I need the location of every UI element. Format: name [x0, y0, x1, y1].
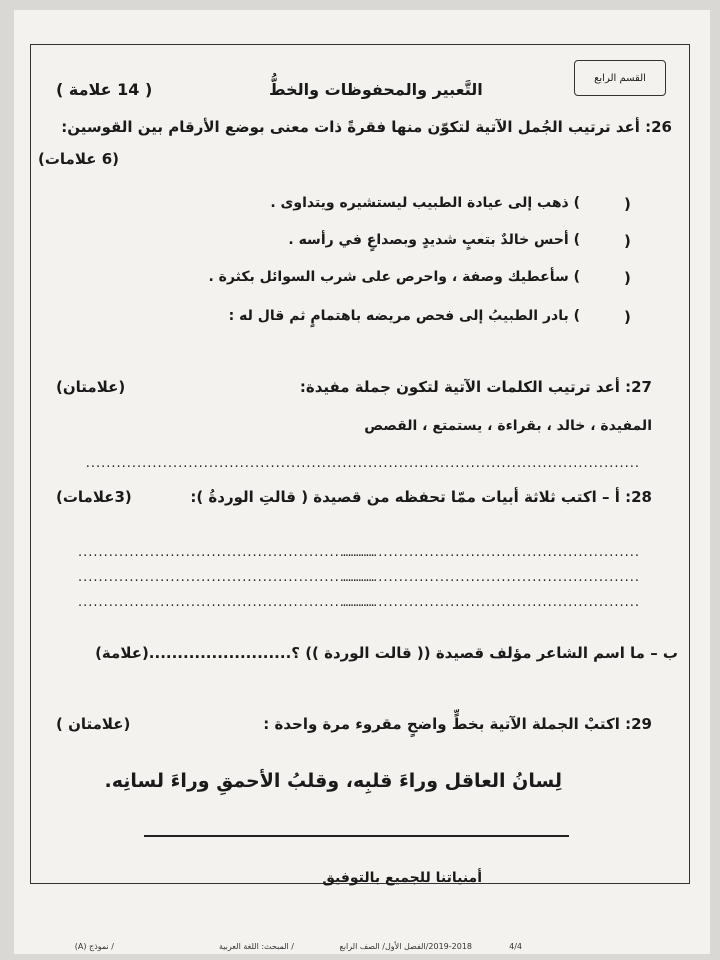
closing-wish: أمنياتنا للجميع بالتوفيق: [322, 870, 482, 886]
q27-prompt: أعد ترتيب الكلمات الآتية لتكون جملة مفيدة:: [299, 378, 620, 396]
q28-verse-1-left[interactable]: ..........................................................: [78, 545, 376, 560]
q26-prompt: أعد ترتيب الجُمل الآتية لتكوّن منها فقرةً ذات معنى بوضع الأرقام بين القوسين:: [61, 118, 640, 136]
q26-prompt-line: [61, 118, 672, 136]
q26-marks: (6 علامات): [38, 150, 120, 168]
q28-prompt-line: [190, 488, 652, 506]
q29-answer-line[interactable]: [144, 835, 569, 837]
q28-verse-3-right[interactable]: ..........................................................: [342, 595, 640, 610]
q28-marks: (3علامات): [56, 488, 132, 506]
q29-sentence: لِسانُ العاقل وراءَ قلبِه، وقلبُ الأحمقِ وراءَ لسانِه.: [104, 770, 562, 792]
q29-prompt-line: [263, 715, 652, 733]
q28-verse-2-left[interactable]: ..........................................................: [78, 570, 376, 585]
q26-paren-1: (: [624, 195, 631, 213]
q26-item-2: ) أحس خالدٌ بتعبٍ شديدٍ وبصداعٍ في رأسه .: [288, 232, 580, 248]
q27-prompt-line: [300, 378, 652, 396]
footer-subject: / المبحث: اللغة العربية: [218, 942, 294, 951]
q28-verse-1-right[interactable]: ..........................................................: [342, 545, 640, 560]
q29-marks: (علامتان ): [56, 715, 131, 733]
footer-info: 2019-2018/الفصل الأول/ الصف الرابع: [339, 942, 472, 951]
q29-number: 29:: [625, 715, 652, 733]
total-marks: ( 14 علامة ): [56, 80, 153, 99]
q26-item-1: ) ذهب إلى عيادة الطبيب ليستشيره ويتداوى .: [270, 195, 580, 211]
q27-number: 27:: [625, 378, 652, 396]
q28-verse-2-right[interactable]: ..........................................................: [342, 570, 640, 585]
q26-item-3: ) سأعطيك وصفة ، واحرص على شرب السوائل بكثرة .: [208, 269, 580, 285]
q26-paren-4: (: [624, 308, 631, 326]
q28-verse-3-left[interactable]: ..........................................................: [78, 595, 376, 610]
q26-number: 26:: [645, 118, 672, 136]
section-label-box: [574, 60, 666, 96]
q29-prompt: اكتبْ الجملة الآتية بخطٍّ واضحٍ مقروء مرة واحدة :: [263, 715, 620, 733]
q26-item-4: ) بادر الطبيبُ إلى فحص مريضه باهتمامٍ ثم قال له :: [228, 308, 580, 324]
q28-prompt: أ – اكتب ثلاثة أبيات ممّا تحفظه من قصيدة ( قالتِ الوردةُ ):: [190, 488, 620, 506]
q28-number: 28:: [625, 488, 652, 506]
exam-sheet: [14, 10, 710, 954]
q27-marks: (علامتان): [56, 378, 126, 396]
q28-part-b: ب – ما اسم الشاعر مؤلف قصيدة (( قالت الوردة )) ؟.........................(علامة): [95, 644, 678, 662]
section-title: التَّعبير والمحفوظات والخطُّ: [269, 80, 483, 99]
q27-words: المفيدة ، خالد ، بقراءة ، يستمتع ، القصص: [364, 418, 652, 434]
q27-answer-line[interactable]: ............................................................................................................: [85, 456, 640, 471]
q26-paren-2: (: [624, 232, 631, 250]
q26-paren-3: (: [624, 269, 631, 287]
footer-page: 4/4: [509, 942, 522, 951]
footer-model: / نموذج (A): [74, 942, 114, 951]
section-label: القسم الرابع: [594, 72, 646, 84]
